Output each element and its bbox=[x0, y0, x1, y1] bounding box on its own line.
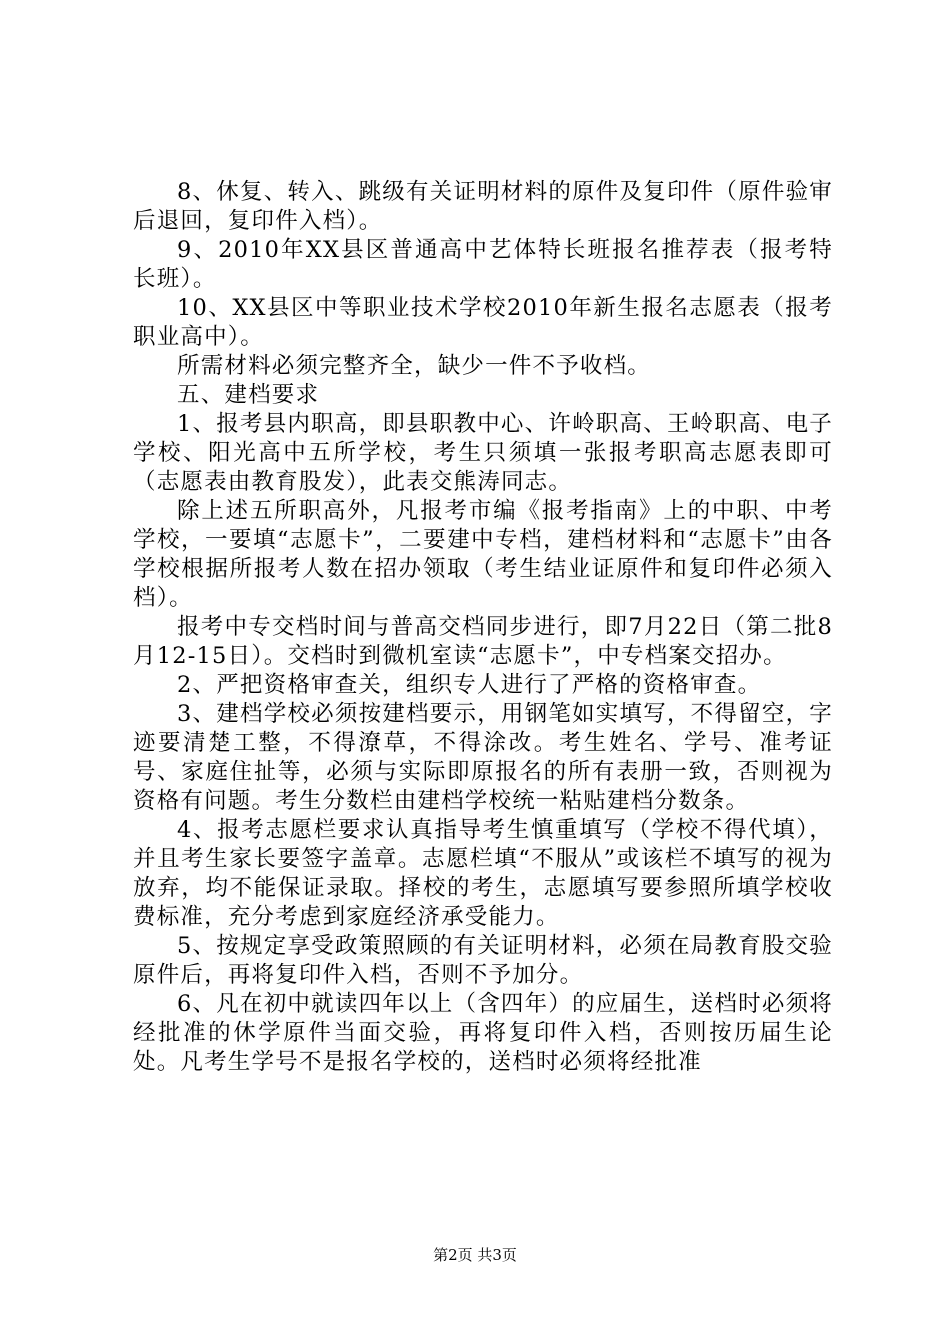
paragraph-item-9: 9、2010年XX县区普通高中艺体特长班报名推荐表（报考特长班）。 bbox=[133, 237, 833, 292]
section-heading: 五、建档要求 bbox=[177, 382, 320, 408]
paragraph-item-10: 10、XX县区中等职业技术学校2010年新生报名志愿表（报考职业高中）。 bbox=[133, 295, 833, 350]
page-number-footer: 第2页 共3页 bbox=[433, 1246, 517, 1264]
paragraph-item-8: 8、休复、转入、跳级有关证明材料的原件及复印件（原件验审后退回，复印件入档）。 bbox=[133, 179, 833, 234]
paragraph-requirement-1: 1、报考县内职高，即县职教中心、许岭职高、王岭职高、电子学校、阳光高中五所学校，考生只须填一张报考职高志愿表即可（志愿表由教育股发），此表交熊涛同志。 bbox=[133, 411, 833, 495]
paragraph-other-schools: 除上述五所职高外，凡报考市编《报考指南》上的中职、中考学校，一要填“志愿卡”，二要建中专档，建档材料和“志愿卡”由各学校根据所报考人数在招办领取（考生结业证原件和复印件必须入档）。 bbox=[133, 498, 833, 611]
document-body bbox=[133, 178, 833, 1077]
paragraph-requirement-3: 3、建档学校必须按建档要示，用钢笔如实填写，不得留空，字迹要清楚工整，不得潦草，不得涂改。考生姓名、学号、准考证号、家庭住扯等，必须与实际即原报名的所有表册一致，否则视为资格有问题。考生分数栏由建档学校统一粘贴建档分数条。 bbox=[133, 701, 833, 814]
paragraph-requirement-6: 6、凡在初中就读四年以上（含四年）的应届生，送档时必须将经批准的休学原件当面交验，再将复印件入档，否则按历届生论处。凡考生学号不是报名学校的，送档时必须将经批准 bbox=[133, 991, 833, 1075]
paragraph-requirement-2: 2、严把资格审查关，组织专人进行了严格的资格审查。 bbox=[177, 672, 762, 698]
paragraph-deadline: 报考中专交档时间与普高交档同步进行，即7月22日（第二批8月12-15日）。交档时到微机室读“志愿卡”，中专档案交招办。 bbox=[133, 614, 833, 669]
paragraph-requirement-4: 4、报考志愿栏要求认真指导考生慎重填写（学校不得代填），并且考生家长要签字盖章。志愿栏填“不服从”或该栏不填写的视为放弃，均不能保证录取。择校的考生，志愿填写要参照所填学校收费标准，充分考虑到家庭经济承受能力。 bbox=[133, 817, 833, 930]
paragraph-requirement-5: 5、按规定享受政策照顾的有关证明材料，必须在局教育股交验原件后，再将复印件入档，否则不予加分。 bbox=[133, 933, 833, 988]
paragraph-materials-note: 所需材料必须完整齐全，缺少一件不予收档。 bbox=[177, 353, 652, 379]
